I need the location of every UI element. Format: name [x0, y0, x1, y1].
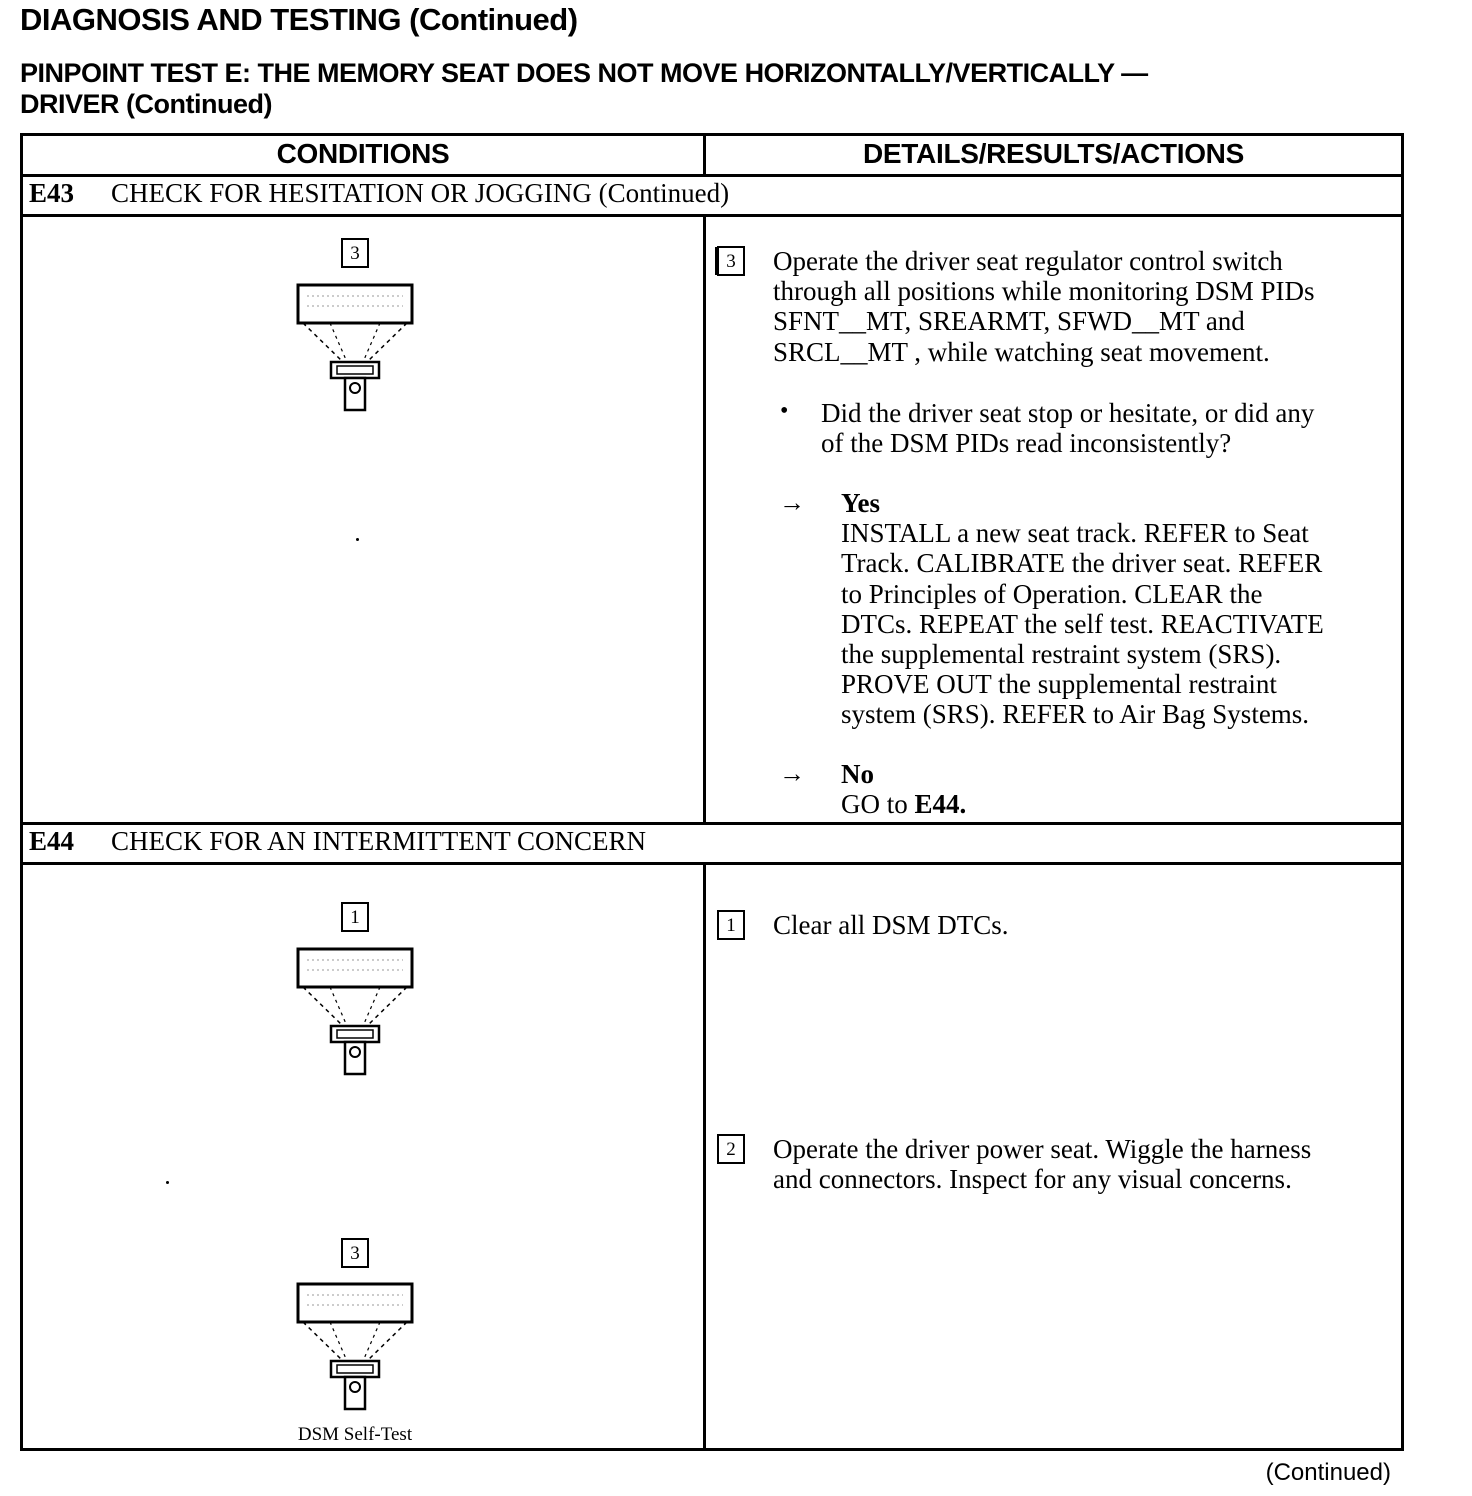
- divider: [23, 214, 1401, 217]
- detail-line: Operate the driver power seat. Wiggle the harness: [773, 1134, 1312, 1164]
- bullet-icon: •: [780, 398, 789, 424]
- divider: [23, 174, 1401, 177]
- yes-line: INSTALL a new seat track. REFER to Seat: [841, 518, 1309, 549]
- diagnostic-question: [821, 398, 1314, 458]
- step-title: CHECK FOR HESITATION OR JOGGING (Continued): [111, 178, 730, 208]
- column-header-details: DETAILS/RESULTS/ACTIONS: [863, 138, 1244, 169]
- detail-line: SRCL__MT , while watching seat movement.: [773, 336, 1270, 367]
- test-title-line-2: DRIVER (Continued): [20, 89, 272, 119]
- continued-note: (Continued): [1265, 1459, 1391, 1486]
- no-label: No: [841, 759, 874, 789]
- scan-tool-icon: [295, 282, 415, 412]
- divider: [23, 862, 1401, 865]
- yes-line: PROVE OUT the supplemental restraint: [841, 669, 1277, 700]
- yes-line: DTCs. REPEAT the self test. REACTIVATE: [841, 608, 1324, 639]
- no-action-text: GO to: [841, 789, 915, 820]
- detail-step-number: 2: [717, 1134, 745, 1164]
- detail-line: SFNT__MT, SREARMT, SFWD__MT and: [773, 306, 1245, 337]
- column-header-conditions: CONDITIONS: [276, 138, 450, 169]
- yes-line: to Principles of Operation. CLEAR the: [841, 578, 1263, 609]
- question-line: Did the driver seat stop or hesitate, or did any: [821, 398, 1315, 428]
- yes-label: Yes: [841, 488, 880, 518]
- result-yes: [841, 488, 1324, 730]
- step-code: E44: [29, 826, 75, 856]
- divider: [703, 214, 706, 822]
- detail-line: Operate the driver seat regulator control switch: [773, 246, 1283, 276]
- step-code: E43: [29, 178, 75, 208]
- scan-speck: [356, 538, 359, 541]
- goto-step-link[interactable]: E44.: [914, 789, 967, 820]
- detail-instructions: [773, 1134, 1311, 1194]
- detail-instructions: [773, 246, 1315, 367]
- detail-instruction: Clear all DSM DTCs.: [773, 910, 1009, 940]
- detail-line: through all positions while monitoring DSM PIDs: [773, 276, 1315, 307]
- detail-step-number: 1: [717, 910, 745, 940]
- step-title: CHECK FOR AN INTERMITTENT CONCERN: [111, 826, 647, 856]
- pinpoint-test-table: [20, 133, 1404, 1451]
- tool-step-number: 3: [341, 1238, 369, 1268]
- scan-tool-icon: [295, 1281, 415, 1411]
- yes-line: system (SRS). REFER to Air Bag Systems.: [841, 699, 1310, 730]
- test-title-line-1: PINPOINT TEST E: THE MEMORY SEAT DOES NOT MOVE HORIZONTALLY/VERTICALLY —: [20, 58, 1148, 88]
- yes-line: the supplemental restraint system (SRS).: [841, 639, 1282, 670]
- no-action: [841, 789, 966, 819]
- step-heading-e44: [29, 826, 646, 857]
- tool-step-number: 1: [341, 902, 369, 932]
- detail-step-number: 3: [717, 246, 745, 276]
- scan-tool-icon: [295, 946, 415, 1076]
- question-line: of the DSM PIDs read inconsistently?: [821, 428, 1232, 459]
- yes-line: Track. CALIBRATE the driver seat. REFER: [841, 548, 1323, 579]
- page-title: DIAGNOSIS AND TESTING (Continued): [20, 2, 578, 37]
- step-heading-e43: [29, 178, 729, 209]
- arrow-right-icon: →: [779, 759, 805, 788]
- test-title: [20, 58, 1148, 120]
- detail-line: and connectors. Inspect for any visual concerns.: [773, 1164, 1292, 1195]
- scan-speck: [166, 1181, 169, 1184]
- tool-step-number: 3: [341, 238, 369, 268]
- arrow-right-icon: →: [779, 488, 805, 517]
- divider: [703, 862, 706, 1448]
- divider: [23, 822, 1401, 825]
- result-no: [841, 759, 966, 819]
- tool-caption: DSM Self-Test: [297, 1424, 413, 1445]
